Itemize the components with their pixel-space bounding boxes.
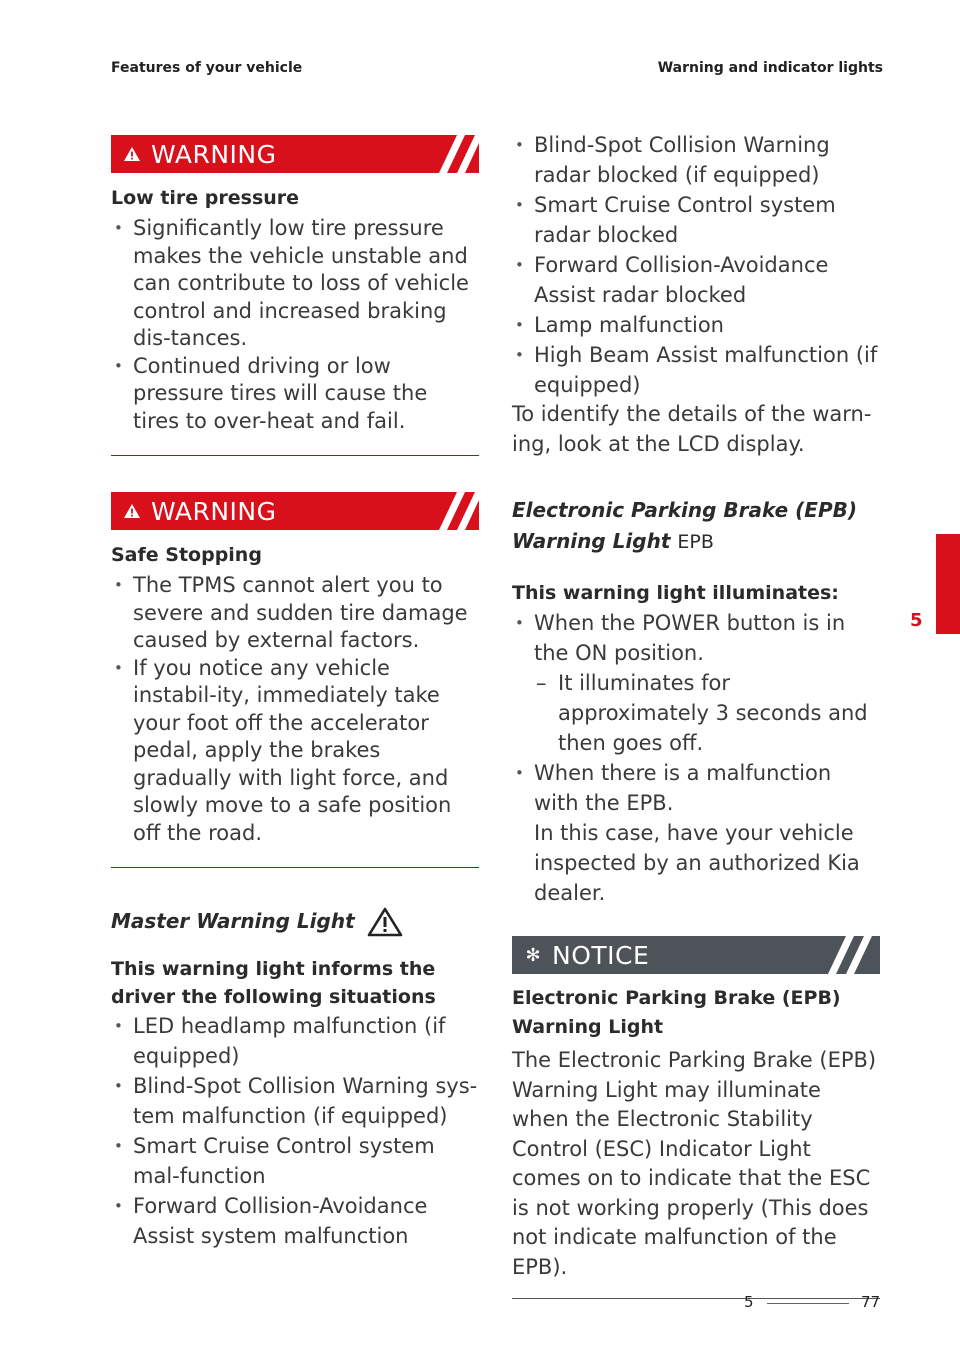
footer-page-number: 77 — [861, 1293, 881, 1311]
left-column — [111, 135, 479, 1251]
notice-banner — [512, 936, 880, 974]
header-chapter-title: Warning and indicator lights — [657, 60, 883, 76]
warning-triangle-icon — [123, 502, 141, 520]
epb-extra: In this case, have your vehicle inspected by an authorized Kia dealer. — [534, 821, 860, 905]
warning-title: WARNING — [151, 496, 277, 526]
master-intro: This warning light informs the driver the following situations — [111, 958, 436, 1008]
epb-title-line2: Warning Light — [512, 529, 671, 553]
epb-symbol-icon: EPB — [677, 531, 714, 553]
master-outro: To identify the details of the warn-ing, look at the LCD display. — [512, 402, 872, 456]
epb-intro: This warning light illuminates: — [512, 582, 839, 604]
master-list-left — [111, 1011, 479, 1251]
epb-sub-item — [512, 668, 880, 758]
notice-title: NOTICE — [552, 940, 650, 970]
warning-heading: Safe Stopping — [111, 544, 262, 566]
epb-title-line1: Electronic Parking Brake (EPB) — [512, 498, 857, 522]
warning-banner-low-tire — [111, 135, 479, 173]
list-item: • Forward Collision-Avoidance Assist system malfunction — [111, 1191, 479, 1251]
warning-triangle-icon — [123, 145, 141, 163]
list-item: • LED headlamp malfunction (if equipped) — [111, 1011, 479, 1071]
notice-heading: Electronic Parking Brake (EPB) Warning Light — [512, 987, 841, 1038]
list-item: • Continued driving or low pressure tires will cause the tires to over-heat and fail. — [111, 353, 479, 436]
list-item: • When the POWER button is in the ON position. — [512, 608, 880, 668]
chapter-side-tab — [936, 534, 960, 634]
list-item: • The TPMS cannot alert you to severe and sudden tire damage caused by external factors. — [111, 572, 479, 655]
chapter-side-number: 5 — [910, 610, 923, 631]
epb-sub-text: It illuminates for approximately 3 seconds and then goes off. — [558, 671, 868, 755]
section-divider — [111, 867, 479, 868]
right-column — [512, 130, 880, 1299]
warning-list — [111, 215, 479, 435]
dash-marker: – — [536, 671, 547, 695]
list-item: • Blind-Spot Collision Warning radar blocked (if equipped) — [512, 130, 880, 190]
notice-body: The Electronic Parking Brake (EPB) Warning Light may illuminate when the Electronic Stability Control (ESC) Indicator Light comes on to indicate that the ESC is not working properly (This does not indicate malfunction of the EPB). — [512, 1048, 877, 1279]
list-item: • Lamp malfunction — [512, 310, 880, 340]
master-list-right — [512, 130, 880, 400]
warning-heading: Low tire pressure — [111, 187, 300, 209]
footer-chapter-number: 5 — [744, 1293, 754, 1311]
list-item: • Smart Cruise Control system mal-function — [111, 1131, 479, 1191]
warning-banner-safe-stopping — [111, 492, 479, 530]
master-warning-title-text: Master Warning Light — [111, 909, 355, 933]
master-warning-title — [111, 906, 479, 937]
list-item: • High Beam Assist malfunction (if equipped) — [512, 340, 880, 400]
list-item: • When there is a malfunction with the EPB. — [512, 758, 880, 818]
banner-stripes — [417, 135, 479, 173]
warning-list — [111, 572, 479, 847]
epb-title — [512, 495, 880, 558]
list-item: • If you notice any vehicle instabil-ity, immediately take your foot off the accelerator pedal, apply the brakes gradually with light force, and slowly move to a safe position off the road. — [111, 655, 479, 848]
asterisk-icon: ✻ — [525, 944, 541, 966]
banner-stripes — [818, 936, 880, 974]
section-divider — [512, 1298, 880, 1299]
section-divider — [111, 455, 479, 456]
list-item: • Significantly low tire pressure makes the vehicle unstable and can contribute to loss of vehicle control and increased braking dis-tances. — [111, 215, 479, 353]
footer-divider — [767, 1303, 849, 1304]
warning-title: WARNING — [151, 139, 277, 169]
master-warning-icon — [367, 907, 403, 937]
banner-stripes — [417, 492, 479, 530]
epb-list-2 — [512, 758, 880, 818]
list-item: • Smart Cruise Control system radar blocked — [512, 190, 880, 250]
epb-list — [512, 608, 880, 668]
header-section-title: Features of your vehicle — [111, 60, 303, 76]
list-item: • Forward Collision-Avoidance Assist radar blocked — [512, 250, 880, 310]
list-item: • Blind-Spot Collision Warning sys-tem malfunction (if equipped) — [111, 1071, 479, 1131]
